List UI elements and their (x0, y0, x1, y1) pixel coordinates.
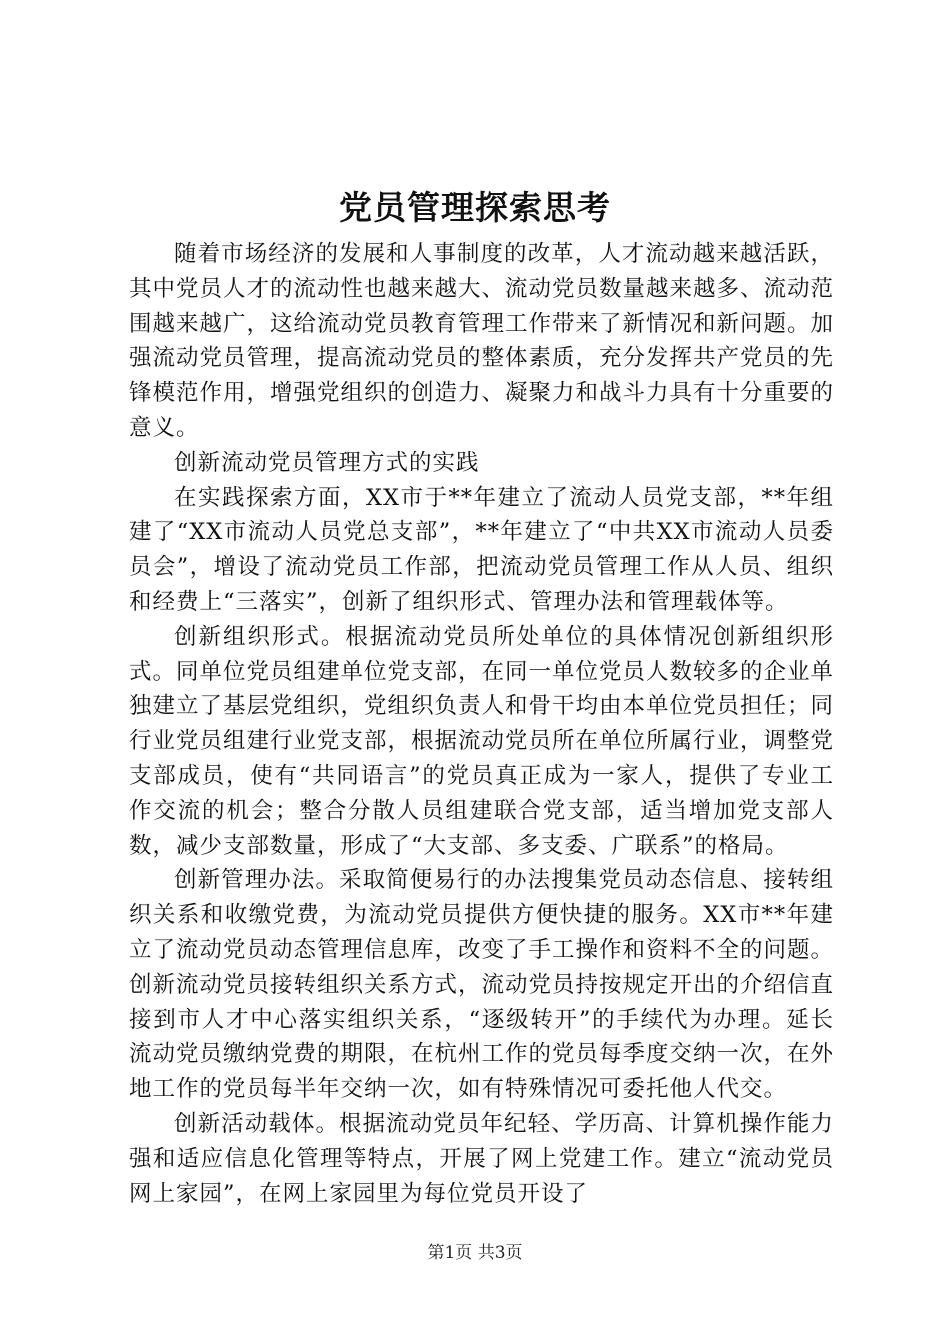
paragraph-intro: 随着市场经济的发展和人事制度的改革，人才流动越来越活跃，其中党员人才的流动性也越来越大、流动党员数量越来越多、流动范围越来越广，这给流动党员教育管理工作带来了新情况和新问题。加强流动党员管理，提高流动党员的整体素质，充分发挥共产党员的先锋模范作用，增强党组织的创造力、凝聚力和战斗力具有十分重要的意义。 (129, 241, 835, 441)
document-title: 党员管理探索思考 (339, 188, 611, 227)
paragraph-activity-carrier: 创新活动载体。根据流动党员年纪轻、学历高、计算机操作能力强和适应信息化管理等特点，开展了网上党建工作。建立“流动党员网上家园”，在网上家园里为每位党员开设了 (129, 1110, 834, 1207)
page-footer: 第1页 共3页 (427, 1243, 523, 1263)
paragraph-organization-form: 创新组织形式。根据流动党员所处单位的具体情况创新组织形式。同单位党员组建单位党支部，在同一单位党员人数较多的企业单独建立了基层党组织，党组织负责人和骨干均由本单位党员担任；同行业党员组建行业党支部，根据流动党员所在单位所属行业，调整党支部成员，使有“共同语言”的党员真正成为一家人，提供了专业工作交流的机会；整合分散人员组建联合党支部，适当增加党支部人数，减少支部数量，形成了“大支部、多支委、广联系”的格局。 (129, 623, 835, 859)
paragraph-practice: 在实践探索方面，XX市于**年建立了流动人员党支部，**年组建了“XX市流动人员党总支部”，**年建立了“中共XX市流动人员委员会”，增设了流动党员工作部，把流动党员管理工作从人员、组织和经费上“三落实”，创新了组织形式、管理办法和管理载体等。 (129, 484, 834, 615)
paragraph-section-heading: 创新流动党员管理方式的实践 (174, 449, 480, 476)
document-body (129, 237, 834, 1211)
paragraph-management-method: 创新管理办法。采取简便易行的办法搜集党员动态信息、接转组织关系和收缴党费，为流动党员提供方便快捷的服务。XX市**年建立了流动党员动态管理信息库，改变了手工操作和资料不全的问题。创新流动党员接转组织关系方式，流动党员持按规定开出的介绍信直接到市人才中心落实组织关系，“逐级转开”的手续代为办理。延长流动党员缴纳党费的期限，在杭州工作的党员每季度交纳一次，在外地工作的党员每半年交纳一次，如有特殊情况可委托他人代交。 (129, 867, 835, 1103)
